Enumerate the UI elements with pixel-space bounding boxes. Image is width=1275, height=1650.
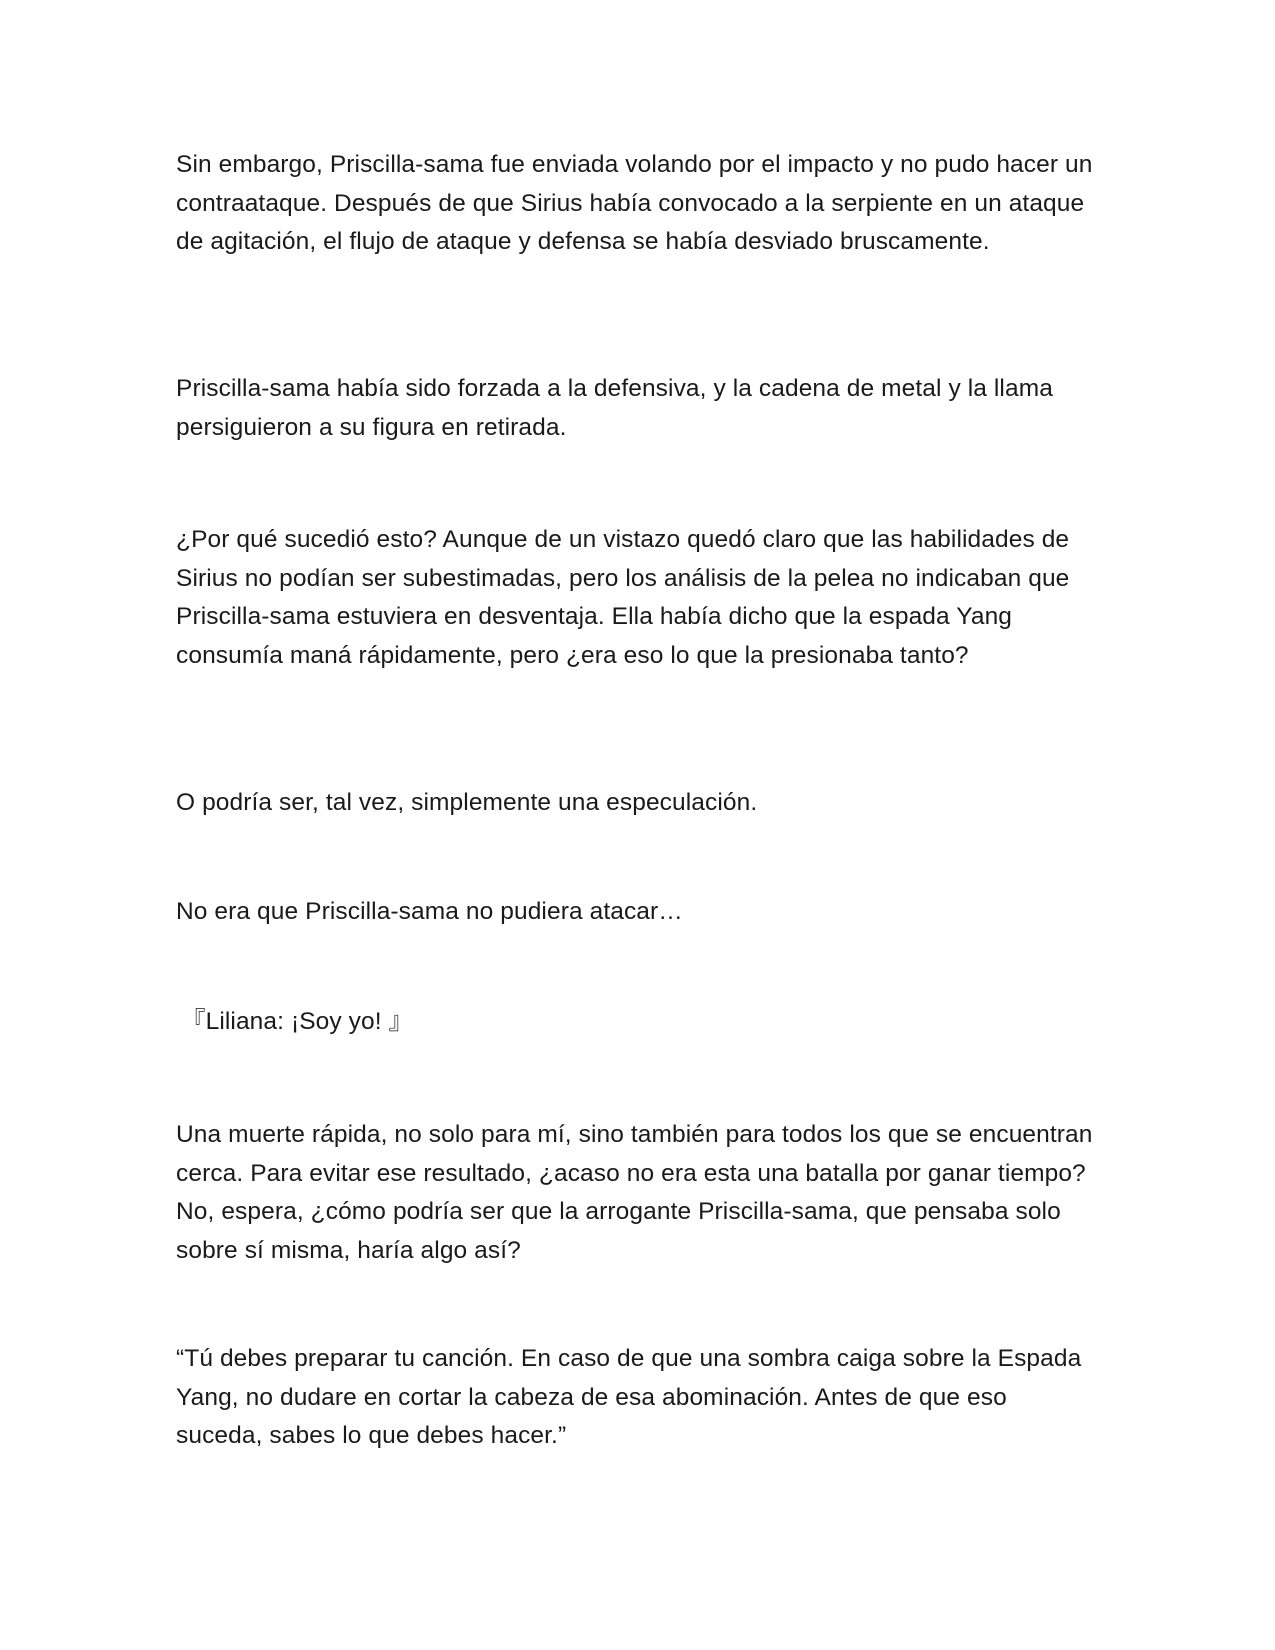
paragraph-3: ¿Por qué sucedió esto? Aunque de un vistazo quedó claro que las habilidades de Sirius no podían ser subestimadas, pero los análisis de la pelea no indicaban que Priscilla-sama estuviera en desventaja. Ella había dicho que la espada Yang consumía maná rápidamente, pero ¿era eso lo que la presionaba tanto? (176, 526, 1070, 669)
paragraph-5: No era que Priscilla-sama no pudiera atacar… (176, 898, 683, 925)
paragraph-7: Una muerte rápida, no solo para mí, sino también para todos los que se encuentran cerca. Para evitar ese resultado, ¿acaso no era esta una batalla por ganar tiempo? No, espera, ¿cómo podría ser que la arrogante Priscilla-sama, que pensaba solo sobre sí misma, haría algo así? (176, 1121, 1093, 1264)
paragraph-2: Priscilla-sama había sido forzada a la defensiva, y la cadena de metal y la llama persiguieron a su figura en retirada. (176, 375, 1053, 441)
paragraph-1: Sin embargo, Priscilla-sama fue enviada volando por el impacto y no pudo hacer un contraataque. Después de que Sirius había convocado a la serpiente en un ataque de agitación, el flujo de ataque y defensa se había desviado bruscamente. (176, 151, 1093, 255)
quoted-speech-paragraph: “Tú debes preparar tu canción. En caso de que una sombra caiga sobre la Espada Yang, no dudare en cortar la cabeza de esa abominación. Antes de que eso suceda, sabes lo que debes hacer.” (176, 1345, 1082, 1449)
dialogue-line-liliana: 『Liliana: ¡Soy yo! 』 (181, 1008, 414, 1035)
paragraph-4: O podría ser, tal vez, simplemente una especulación. (176, 789, 758, 816)
